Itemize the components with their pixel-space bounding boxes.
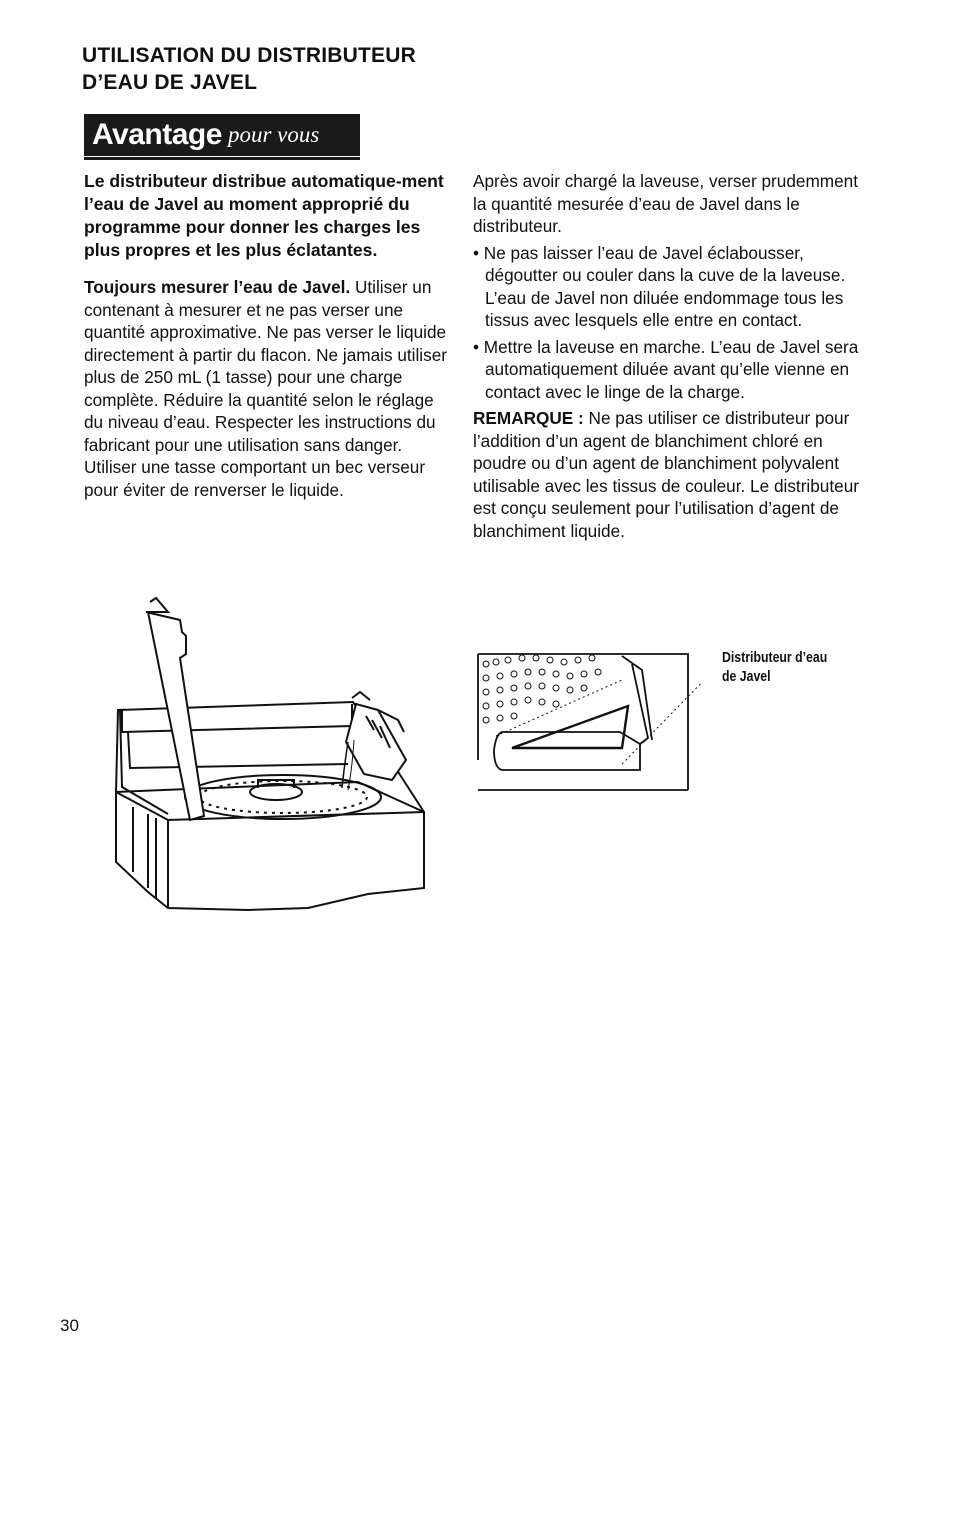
page-number: 30	[60, 1316, 79, 1335]
left-column	[84, 170, 456, 501]
dispenser-illustration	[472, 640, 702, 800]
measure-text: Utiliser un contenant à mesurer et ne pas verser une quantité approximative. Ne pas verser le liquide directement à partir du flacon. Ne jamais utiliser plus de 250 mL (1 tasse) pour une charge complète. Réduire la quantité selon le réglage du niveau d’eau. Respecter les instructions du fabricant pour une utilisation sans danger. Utiliser une tasse comportant un bec verseur pour éviter de renverser le liquide.	[84, 277, 448, 500]
intro-paragraph: Le distributeur distribue automatique-ment l’eau de Javel au moment approprié du programme pour donner les charges les plus propres et les plus éclatantes.	[84, 171, 444, 260]
note-text: Ne pas utiliser ce distributeur pour l’addition d’un agent de blanchiment chloré en poudre ou d’un agent de blanchiment polyvalent utilisable avec les tissus de couleur. Le distributeur est conçu seulement pour l’utilisation d’agent de blanchiment liquide.	[473, 408, 859, 541]
banner-tagline: pour vous	[227, 122, 320, 147]
note-label: REMARQUE :	[473, 408, 584, 428]
banner-word: Avantage	[92, 118, 222, 151]
avantage-banner	[84, 114, 360, 156]
dispenser-label-line2: de Javel	[722, 668, 771, 685]
section-title-line1: UTILISATION DU DISTRIBUTEUR	[82, 44, 416, 67]
measure-heading: Toujours mesurer l’eau de Javel.	[84, 277, 351, 297]
section-title-line2: D’EAU DE JAVEL	[82, 71, 258, 94]
washer-illustration	[108, 592, 433, 922]
right-column	[473, 170, 863, 546]
bullet-item: • Ne pas laisser l’eau de Javel éclabousser, dégoutter ou couler dans la cuve de la laveuse. L’eau de Javel non diluée endommage tous les tissus avec lesquels elle entre en contact.	[473, 242, 846, 330]
measure-paragraph	[84, 276, 456, 501]
banner-underline	[84, 157, 360, 160]
section-title	[82, 42, 416, 96]
dispenser-label	[722, 648, 827, 686]
right-intro-paragraph: Après avoir chargé la laveuse, verser prudemment la quantité mesurée d’eau de Javel dans le distributeur.	[473, 171, 858, 236]
note-paragraph	[473, 407, 863, 542]
dispenser-label-line1: Distributeur d’eau	[722, 649, 828, 666]
bullet-item: • Mettre la laveuse en marche. L’eau de Javel sera automatiquement diluée avant qu’elle vienne en contact avec le linge de la charge.	[473, 336, 859, 402]
